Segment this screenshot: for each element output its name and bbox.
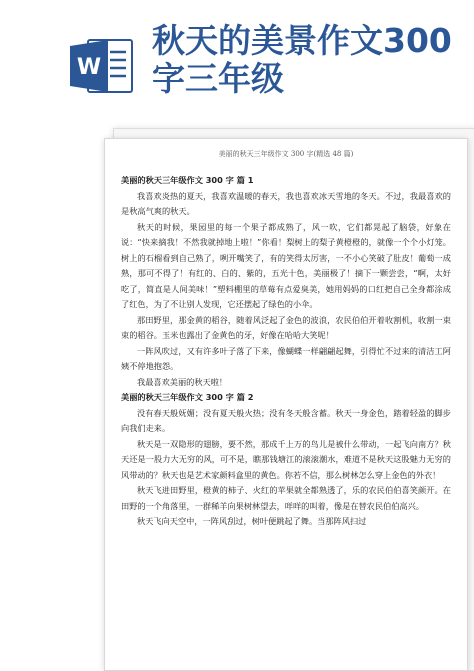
paragraph: 没有春天般妩媚；没有夏天般火热；没有冬天般含蓄。秋天一身金色，踏着轻盈的脚步向我们走来。: [121, 407, 451, 433]
document-body: [121, 173, 451, 530]
paragraph: 秋天飞进田野里，橙黄的柿子、火红的苹果就全都熟透了，乐的农民伯伯喜笑颜开。在田野的一个角落里，一群稀羊向果树林望去，咩咩的叫着，像是在替农民伯伯高兴。: [121, 485, 451, 511]
document-page: [104, 138, 468, 671]
section-heading-1: 美丽的秋天三年级作文 300 字 篇 1: [121, 175, 254, 185]
paragraph: 秋天是一双隐形的翅膀，要不然，那成千上万的鸟儿是被什么带动，一起飞向南方？秋天还是一股力大无穷的风，可不是，瞧那钱塘江的滚滚潮水，难道不是秋天这股魅力无穷的风带动的？秋天也是艺术家颜料盒里的黄色。你若不信，那么树林怎么穿上金色的外衣！: [121, 438, 451, 480]
paragraph: 我喜欢炎热的夏天，我喜欢温暖的春天，我也喜欢冰天雪地的冬天。不过，我最喜欢的是秋高气爽的秋天。: [121, 190, 451, 216]
paragraph: 秋天飞向天空中，一阵风刮过，树叶便跳起了舞。当那阵风扫过: [137, 516, 367, 526]
banner: [0, 0, 474, 112]
page-header: 美丽的秋天三年级作文 300 字(精选 48 篇): [218, 150, 354, 158]
paragraph: 我最喜欢美丽的秋天啦！: [137, 376, 228, 387]
paragraph: 一阵风吹过，又有许多叶子落了下来，像蝴蝶一样翩翩起舞，引得忙不过来的清洁工阿姨不停地抱怨。: [121, 345, 451, 371]
section-heading-2: 美丽的秋天三年级作文 300 字 篇 2: [121, 392, 254, 402]
paragraph: 那田野里，那金黄的稻谷，随着风泛起了金色的波浪，农民伯伯开着收割机，收割一束束的稻谷。玉米也露出了金黄色的牙，好像在哈哈大笑呢！: [121, 314, 451, 340]
word-document-icon: [70, 38, 134, 94]
page-title: 秋天的美景作文300字三年级: [152, 21, 452, 98]
paragraph: 秋天的时候，果园里的每一个果子都成熟了，风一吹，它们都晃起了脑袋，好象在说：“快来摘我！不然我就掉地上啦！”你看！梨树上的梨子黄橙橙的，就像一个个小灯笼。树上的石榴看到自己熟了，咧开嘴笑了，有的笑得太厉害，一不小心笑破了肚皮！葡萄一成熟，那可不得了！有红的、白的、紫的，五光十色，美丽极了！摘下一颗尝尝，“啊，太好吃了，简直是人间美味！”塑料棚里的草莓有点爱臭美，她用妈妈的口红把自己全身都涂成了红色，为了不让别人发现，它还摆起了绿色的小伞。: [121, 221, 451, 309]
svg-text:W: W: [76, 55, 102, 80]
